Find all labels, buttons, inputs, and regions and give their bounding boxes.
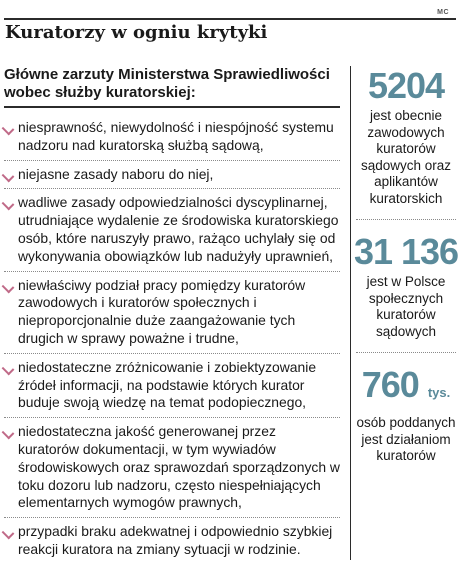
chevron-bullet-icon [2, 427, 15, 440]
stat-block [352, 232, 460, 340]
chevron-bullet-icon [2, 198, 15, 211]
stat-value: 760 [361, 364, 419, 405]
stat-number [352, 232, 460, 272]
list-item [4, 418, 340, 518]
list-item [4, 354, 340, 418]
stat-description: jest obecnie zawodowych kuratorów sądowych oraz aplikantów kuratorskich [360, 108, 452, 206]
stat-divider [356, 352, 456, 353]
list-item-text: niewłaściwy podział pracy pomiędzy kuratorów zawodowych i kuratorów społecznych i nieproporcjonalnie duże zaangażowanie tych drugich w sprawy poważne i trudne, [18, 276, 306, 346]
stat-value: 31 136 [353, 231, 459, 272]
top-rule [4, 18, 456, 20]
stat-block [352, 365, 460, 465]
stat-number [352, 66, 460, 106]
list-item [4, 114, 340, 161]
list-item-text: niedostateczne zróżnicowanie i zobiektyzowanie źródeł informacji, na podstawie których kurator buduje swoją wiedzę na temat podopiecznego, [18, 358, 317, 411]
chevron-bullet-icon [2, 123, 15, 136]
criticism-list [4, 114, 340, 564]
chevron-bullet-icon [2, 527, 15, 540]
stat-value: 5204 [367, 65, 445, 106]
criticism-column [4, 66, 340, 564]
chevron-bullet-icon [2, 362, 15, 375]
list-item-text: niesprawność, niewydolność i niespójność systemu nadzoru nad kuratorską służbą sądową, [18, 119, 334, 153]
list-item-text: wadliwe zasady odpowiedzialności dyscyplinarnej, utrudniające wydalenie ze środowiska kuratorskiego osób, które naruszyły prawo, rażąco uchylały się od wykonywania obowiązków lub nadużyły uprawnień, [18, 194, 339, 264]
list-item-text: niedostateczna jakość generowanej przez kuratorów dokumentacji, w tym wywiadów środowiskowych oraz sprawozdań sporządzonych w toku dozoru lub nadzoru, często niespełniających elementarnych wymogów prawnych, [18, 423, 340, 511]
stats-column [352, 66, 460, 465]
list-item [4, 161, 340, 190]
list-item-text: przypadki braku adekwatnej i odpowiednio szybkiej reakcji kuratora na zmiany sytuacji w rodzinie. [18, 523, 333, 557]
page-title: Kuratorzy w ogniu krytyki [5, 22, 268, 43]
stat-description: osób poddanych jest działaniom kuratorów [356, 415, 456, 463]
stat-unit: tys. [427, 385, 451, 400]
stat-divider [356, 219, 456, 220]
source-label: MC [437, 9, 449, 16]
stat-block [352, 66, 460, 207]
subtitle-rule [4, 106, 340, 108]
list-item [4, 272, 340, 354]
chevron-bullet-icon [2, 280, 15, 293]
list-subtitle: Główne zarzuty Ministerstwa Sprawiedliwości wobec służby kuratorskiej: [4, 66, 330, 101]
list-item-text: niejasne zasady naboru do niej, [18, 165, 214, 182]
list-item [4, 189, 340, 271]
stat-description: jest w Polsce społecznych kuratorów sądowych [366, 274, 446, 339]
chevron-bullet-icon [2, 169, 15, 182]
stat-number [352, 365, 460, 413]
list-item [4, 518, 340, 564]
column-divider [350, 66, 351, 560]
